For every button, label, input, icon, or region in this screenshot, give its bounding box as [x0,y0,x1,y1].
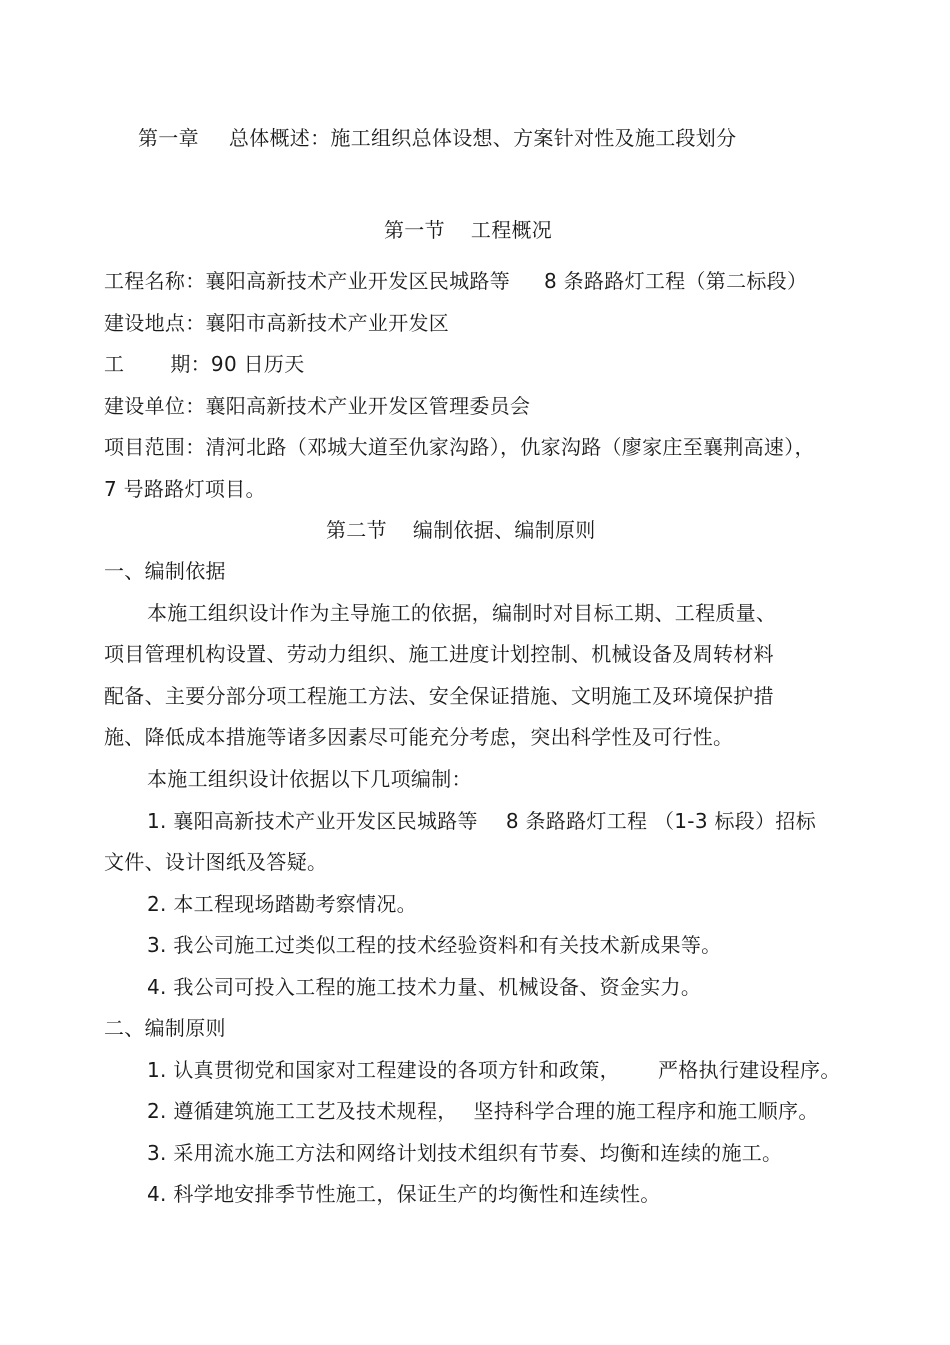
field-value: 清河北路（邓城大道至仇家沟路），仇家沟路（廖家庄至襄荆高速）， [205,435,815,459]
project-name-field [104,268,807,294]
item-text: 1. 襄阳高新技术产业开发区民城路等 [147,809,478,833]
chapter-heading [138,125,736,151]
field-label: 工程名称： [104,269,206,293]
field-label: 建设地点： [104,311,206,335]
basis-item-1 [147,808,816,834]
section-title: 工程概况 [470,218,553,242]
principles-heading: 二、编制原则 [104,1016,226,1040]
basis-item-3: 3. 我公司施工过类似工程的技术经验资料和有关技术新成果等。 [147,933,722,957]
field-value: 90 日历天 [210,352,305,376]
field-label: 建设单位： [104,394,206,418]
field-label-b: 期： [170,352,211,376]
basis-paragraph-line: 本施工组织设计作为主导施工的依据，编制时对目标工期、工程质量、 [147,601,777,625]
section-title: 编制依据、编制原则 [412,518,596,542]
principles-item-3: 3. 采用流水施工方法和网络计划技术组织有节奏、均衡和连续的施工。 [147,1141,783,1165]
principles-item-1 [147,1057,841,1083]
field-label-a: 工 [104,352,125,376]
item-text: 1. 认真贯彻党和国家对工程建设的各项方针和政策， [147,1058,620,1082]
section-number: 第一节 [384,218,445,242]
principles-item-2 [147,1098,819,1124]
scope-field-cont [104,476,266,502]
unit-field [104,393,530,419]
field-value-cont: 7 号路路灯项目。 [104,477,266,501]
section-heading-2 [326,517,596,543]
basis-heading: 一、编制依据 [104,559,226,583]
section-heading-1 [384,217,552,243]
scope-field [104,434,815,460]
basis-paragraph-line: 项目管理机构设置、劳动力组织、施工进度计划控制、机械设备及周转材料 [104,642,774,666]
field-value: 襄阳高新技术产业开发区管理委员会 [205,394,531,418]
basis-item-1-cont: 文件、设计图纸及答疑。 [104,850,328,874]
chapter-number: 第一章 [138,126,199,150]
field-value: 襄阳市高新技术产业开发区 [205,311,450,335]
section-number: 第二节 [326,518,387,542]
item-text-cont: 严格执行建设程序。 [657,1058,841,1082]
principles-item-4: 4. 科学地安排季节性施工，保证生产的均衡性和连续性。 [147,1182,661,1206]
basis-item-2: 2. 本工程现场踏勘考察情况。 [147,892,417,916]
chapter-title: 总体概述：施工组织总体设想、方案针对性及施工段划分 [228,126,737,150]
field-value: 襄阳高新技术产业开发区民城路等 [205,269,510,293]
location-field [104,310,449,336]
basis-paragraph-line: 配备、主要分部分项工程施工方法、安全保证措施、文明施工及环境保护措 [104,684,774,708]
item-text: 2. 遵循建筑施工工艺及技术规程， [147,1099,458,1123]
item-text-cont: 坚持科学合理的施工程序和施工顺序。 [473,1099,819,1123]
period-field [104,351,305,377]
field-value-cont: 8 条路路灯工程（第二标段） [544,269,808,293]
basis-item-4: 4. 我公司可投入工程的施工技术力量、机械设备、资金实力。 [147,975,702,999]
basis-paragraph-line: 施、降低成本措施等诸多因素尽可能充分考虑，突出科学性及可行性。 [104,725,734,749]
basis-intro: 本施工组织设计依据以下几项编制： [147,767,472,791]
field-label: 项目范围： [104,435,206,459]
item-text-cont: 8 条路路灯工程 （1-3 标段）招标 [505,809,817,833]
